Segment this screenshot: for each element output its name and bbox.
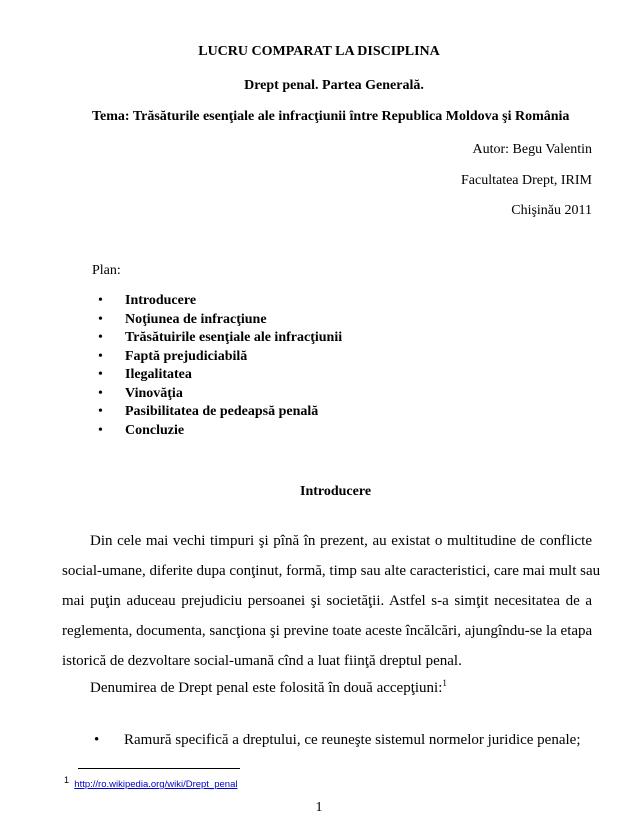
plan-list: [94, 292, 342, 440]
plan-item-label: Faptă prejudiciabilă: [125, 348, 248, 364]
bullet-icon: •: [98, 348, 103, 364]
plan-item-label: Introducere: [125, 293, 197, 308]
plan-item-label: Noţiunea de infracţiune: [125, 311, 267, 327]
footnote-divider: [78, 768, 240, 769]
plan-item: [94, 329, 342, 348]
plan-item: [94, 311, 342, 330]
plan-item: [94, 348, 342, 367]
bullet-icon: •: [98, 330, 103, 345]
paragraph-line: reglementa, documenta, sancţiona şi previne toate aceste încălcări, ajungîndu-se la etapa: [62, 623, 593, 639]
bullet-icon: •: [98, 404, 103, 419]
paragraph-line: istorică de dezvoltare social-umană cînd a luat fiinţă dreptul penal.: [62, 653, 462, 669]
plan-item: [94, 422, 342, 441]
document-theme: Tema: Trăsăturile esenţiale ale infracţiunii între Republica Moldova şi România: [92, 109, 570, 124]
intro-paragraph: [62, 526, 601, 676]
bullet-icon: •: [98, 293, 103, 308]
plan-label: Plan:: [92, 263, 121, 278]
plan-item: [94, 403, 342, 422]
plan-item: [94, 366, 342, 385]
plan-item: [94, 292, 342, 311]
section-heading: Introducere: [300, 484, 372, 499]
definition-bullet-item: [94, 732, 581, 749]
footnote: [64, 775, 237, 790]
footnote-mark[interactable]: 1: [442, 678, 447, 688]
footnote-number: 1: [64, 775, 70, 785]
accept-paragraph-text: Denumirea de Drept penal este folosită în două accepţiuni:: [90, 680, 443, 696]
plan-item-label: Vinovăţia: [125, 385, 183, 401]
plan-item-label: Concluzie: [125, 422, 185, 438]
plan-item-label: Trăsătuirile esenţiale ale infracţiunii: [125, 330, 343, 345]
document-title: LUCRU COMPARAT LA DISCIPLINA: [198, 44, 440, 59]
definition-bullet-text: Ramură specifică a dreptului, ce reuneşte sistemul normelor juridice penale;: [124, 732, 581, 748]
accept-paragraph: [90, 678, 447, 697]
paragraph-line: Din cele mai vechi timpuri şi pînă în prezent, au existat o multitudine de conflicte: [90, 533, 592, 549]
bullet-icon: •: [98, 367, 103, 382]
bullet-icon: •: [98, 311, 103, 327]
bullet-icon: •: [94, 732, 100, 748]
plan-item-label: Ilegalitatea: [125, 367, 192, 382]
paragraph-line: social-umane, diferite dupa conţinut, formă, timp sau alte caracteristici, care mai mult sau: [62, 563, 601, 579]
page-number: 1: [315, 800, 323, 815]
document-subtitle: Drept penal. Partea Generală.: [244, 78, 424, 93]
bullet-icon: •: [98, 422, 103, 438]
faculty-name: Facultatea Drept, IRIM: [460, 173, 592, 188]
plan-item-label: Pasibilitatea de pedeapsă penală: [125, 404, 319, 419]
plan-item: [94, 385, 342, 404]
footnote-link[interactable]: http://ro.wikipedia.org/wiki/Drept_penal: [74, 779, 238, 791]
author-name: Autor: Begu Valentin: [472, 142, 592, 157]
bullet-icon: •: [98, 385, 103, 401]
paragraph-line: mai puţin aduceau prejudiciu persoanei şi societăţii. Astfel s-a simţit necesitatea de a: [62, 593, 592, 609]
city-year: Chişinău 2011: [511, 203, 592, 218]
